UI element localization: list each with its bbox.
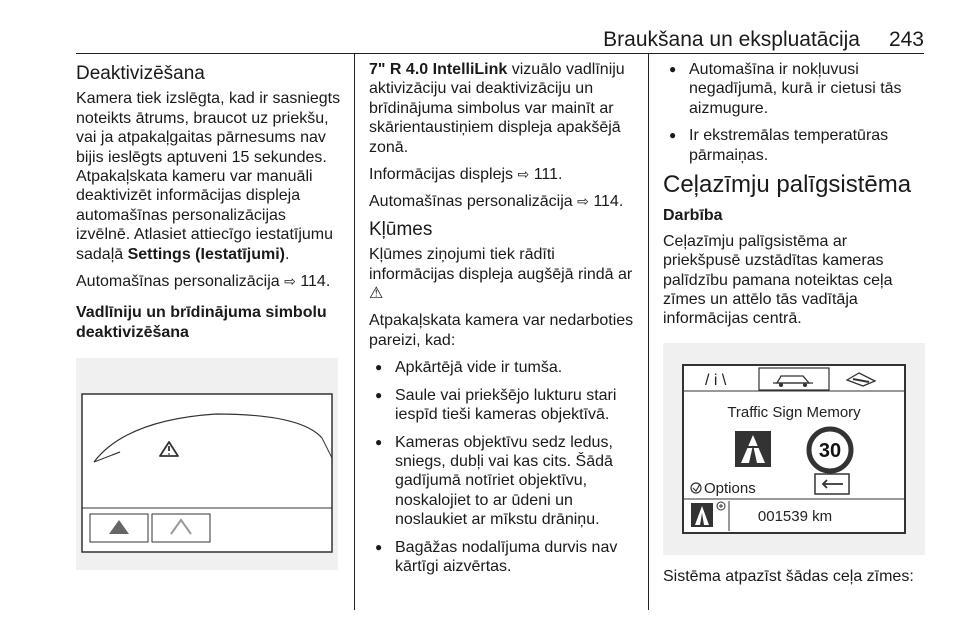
reference-page[interactable]: 114: [593, 193, 619, 211]
page-header: [76, 28, 924, 50]
paragraph: [369, 245, 639, 303]
column-2: [369, 60, 639, 584]
options-label: Options: [704, 479, 756, 497]
reference-arrow-icon: ⇨: [577, 193, 589, 210]
column-separator-2: [648, 54, 649, 610]
reference-arrow-icon: ⇨: [517, 166, 530, 183]
subsection-heading: Vadlīniju un brīdinājuma simbolu deaktivizēšana: [76, 304, 327, 341]
paragraph: [369, 60, 639, 157]
paragraph-text: Atpakaļskata kamera var nedarboties pareizi, kad:: [369, 312, 634, 349]
column-1: [76, 60, 344, 570]
warning-icon: ⚠: [369, 285, 384, 303]
list-item: ● Bagāžas nodalījuma durvis nav kārtīgi aizvērtas.: [369, 538, 639, 577]
ts-letters: / i \: [705, 371, 727, 389]
paragraph: [369, 311, 639, 350]
odometer-value: 001539 km: [757, 507, 833, 525]
header-rule: [76, 53, 924, 54]
paragraph: Sistēma atpazīst šādas ceļa zīmes:: [663, 567, 914, 585]
reference-arrow-icon: ⇨: [284, 273, 296, 290]
highway-sign-icon: [735, 431, 771, 467]
rear-camera-display-illustration: [76, 358, 338, 570]
header-title: Braukšana un ekspluatācija: [603, 28, 860, 51]
reference-text: Informācijas displejs: [369, 166, 514, 184]
paragraph-text: Kamera tiek izslēgta, kad ir sasniegts noteikts ātrums, braucot uz priekšu, vai ja atpakaļgaitas pārnesums nav bijis ieslēgts aptuveni 15 sekundes. Atpakaļskata kameru var manuāli deaktivizēt informācijas displeja automašīnas personalizācijas izvēlnē. Atlasiet attiecīgo iestatījumu sadaļā: [76, 90, 341, 263]
conditions-list: [369, 358, 639, 576]
subsection-heading: Darbība: [663, 207, 723, 225]
cross-reference: Automašīnas personalizācija ⇨ 114.: [369, 193, 624, 211]
speed-limit-value: 30: [818, 439, 842, 462]
paragraph-text: vizuālo vadlīniju aktivizāciju vai deaktivizāciju un brīdinājuma simbolus var mainīt ar skārientaustiņiem displeja apakšējā zonā.: [369, 61, 625, 156]
cross-reference: Automašīnas personalizācija ⇨ 114.: [76, 273, 331, 291]
reference-page[interactable]: 114: [300, 273, 326, 291]
section-heading: Deaktivizēšana: [76, 63, 205, 84]
reference-text: Automašīnas personalizācija: [369, 193, 573, 211]
display-title: Traffic Sign Memory: [727, 403, 861, 421]
speed-limit-sign-icon: [809, 429, 851, 471]
list-item: ● Automašīna ir nokļuvusi negadījumā, kurā ir cietusi tās aizmugure.: [663, 60, 925, 118]
paragraph: [76, 89, 344, 264]
paragraph-text: Kļūmes ziņojumi tiek rādīti informācijas displeja augšējā rindā ar: [369, 246, 633, 283]
section-heading: Kļūmes: [369, 218, 433, 240]
traffic-sign-figure: [663, 343, 925, 555]
punctuation: .: [284, 245, 290, 263]
list-item: ● Apkārtējā vide ir tumša.: [369, 358, 639, 377]
conditions-list-continued: [663, 60, 925, 165]
rear-camera-figure: [76, 358, 338, 570]
list-item: ● Ir ekstremālas temperatūras pārmaiņas.: [663, 126, 925, 165]
column-separator-1: [354, 54, 355, 610]
list-item: ● Kameras objektīvu sedz ledus, sniegs, dubļi vai kas cits. Šādā gadījumā notīriet objektīvu, noskalojiet to ar ūdeni un noslaukiet ar mīkstu drāniņu.: [369, 433, 639, 530]
section-heading: Ceļazīmju palīgsistēma: [663, 171, 912, 199]
reference-page[interactable]: 111: [533, 166, 559, 184]
page-number: 243: [888, 28, 924, 51]
settings-label: Settings (Iestatījumi): [127, 245, 285, 263]
paragraph: Ceļazīmju palīgsistēma ar priekšpusē uzstādītas kameras palīdzību pamana noteiktas ceļa zīmes un attēlo tās vadītāja informācijas centrā.: [663, 232, 893, 328]
cross-reference: Informācijas displejs ⇨ 111.: [369, 166, 563, 184]
driver-info-display-illustration: [663, 343, 925, 555]
list-item: ● Saule vai priekšējo lukturu stari iespīd tieši kameras objektīvā.: [369, 386, 639, 425]
intellilink-label: 7" R 4.0 IntelliLink: [369, 61, 508, 78]
reference-text: Automašīnas personalizācija: [76, 273, 280, 291]
column-3: [663, 60, 925, 594]
